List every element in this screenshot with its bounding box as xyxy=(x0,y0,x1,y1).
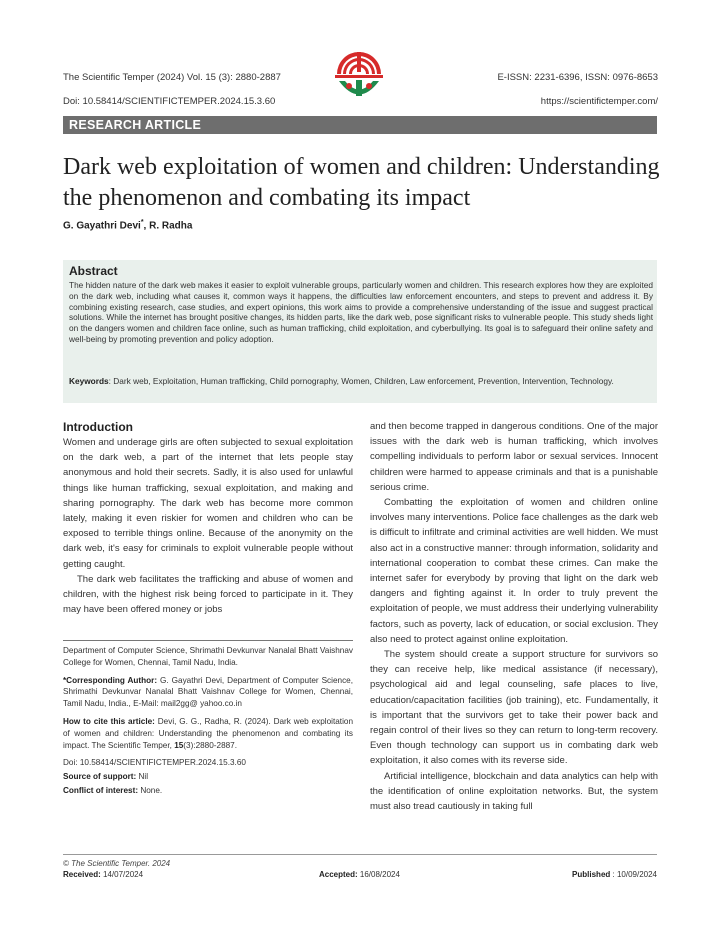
footnote-doi[interactable]: Doi: 10.58414/SCIENTIFICTEMPER.2024.15.3.60 xyxy=(63,758,246,768)
corresponding-mark: * xyxy=(140,219,144,226)
author-separator: , xyxy=(143,220,150,232)
published-value: : 10/09/2024 xyxy=(610,870,657,879)
accepted-label: Accepted: xyxy=(319,870,358,879)
support-label: Source of support: xyxy=(63,772,137,782)
article-title: Dark web exploitation of women and children: Understanding the phenomenon and combating its impact xyxy=(63,154,660,211)
published-label: Published xyxy=(572,870,611,879)
author-2: R. Radha xyxy=(149,220,193,232)
source-of-support xyxy=(63,771,353,783)
corresponding-author-label: *Corresponding Author: xyxy=(63,675,158,685)
keywords xyxy=(69,376,653,387)
corresponding-author-note xyxy=(63,675,353,710)
affiliation: Department of Computer Science, Shrimathi Devkunvar Nanalal Bhatt Vaishnav College for Women, Chennai, Tamil Nadu, India. xyxy=(63,646,353,667)
keywords-list: : Dark web, Exploitation, Human trafficking, Child pornography, Women, Children, Law enforcement, Prevention, Intervention, Technology. xyxy=(108,376,614,386)
article-type-banner xyxy=(63,116,657,134)
received-label: Received: xyxy=(63,870,101,879)
published-date xyxy=(572,870,657,879)
intro-paragraph-5: The system should create a support structure for survivors so they can receive help, like medical assistance (if necessary), psychological aid and legal counseling, safe places to live, education/capacitation facilities (job training), etc. Fundamentally, it is important that the survivors get to take their power back and regain control of their lives so they can return to long-term recovery. Even though technology can support us in combating dark web exploitation, it also comes with its reverse side. xyxy=(370,649,658,767)
received-value: 14/07/2024 xyxy=(100,870,144,879)
footer-divider xyxy=(63,854,657,855)
author-list xyxy=(63,219,192,231)
intro-paragraph-6: Artificial intelligence, blockchain and data analytics can help with the identification of online exploitation networks. But, the system must also tread cautiously in taking full xyxy=(370,770,658,813)
support-text: Nil xyxy=(136,772,149,782)
article-type-label: RESEARCH ARTICLE xyxy=(69,118,202,132)
abstract-text: The hidden nature of the dark web makes it easier to exploit vulnerable groups, particularly women and children. This research explores how they are exploited on the dark web, including what causes it, common ways it happens, the difficulties law enforcement encounters, and steps to prevent and address it. By combining existing research, case studies, and expert opinions, this work aims to provide a comprehensive understanding of the issue and suggest practical solutions. While the internet has brought positive changes, its hidden parts, like the dark web, pose significant risks to vulnerable people. This study sheds light on the dangers women and children face online, such as human trafficking, child exploitation, and cyberbullying. Its goal is to safeguard their online safety and well-being by promoting prevention and policy adoption. xyxy=(69,280,653,344)
citation-pages: (3):2880-2887. xyxy=(183,740,238,750)
conflict-label: Conflict of interest: xyxy=(63,785,139,795)
intro-paragraph-2: The dark web facilitates the trafficking and abuse of women and children, with the highest risk being forced to participate in it. They may have been offered money or jobs xyxy=(63,573,353,616)
received-date xyxy=(63,870,143,879)
abstract-box xyxy=(63,260,657,403)
intro-paragraph-4: Combatting the exploitation of women and children online involves many interventions. Police face challenges as the dark web is difficult to infiltrate and criminal activities are well hidden. We must also act in a constructive manner: through information, solidarity and international cooperation to combat these crimes. Can make the internet safer for everybody by proving that light on the dark web dangers and fighting against it. In order to truly prevent the exploitation of people, we must address their underlying vulnerability factors, such as poverty, lack of education, or social exclusion. They also need to protect against online exploitation. xyxy=(370,497,658,645)
abstract-heading: Abstract xyxy=(69,264,118,278)
article-footnotes xyxy=(63,645,353,803)
body-column-left xyxy=(63,435,353,617)
author-1: G. Gayathri Devi xyxy=(63,220,141,232)
accepted-date xyxy=(319,870,400,879)
corresponding-author-text: G. Gayathri Devi, Department of Computer Science, Shrimathi Devkunvar Nanalal Bhatt Vaishnav College for Women, Chennai, Tamil Nadu, India., E-Mail: mail2gg@ yahoo.co.in xyxy=(63,675,353,709)
journal-logo-icon xyxy=(329,50,389,104)
journal-url[interactable]: https://scientifictemper.com/ xyxy=(540,95,658,107)
journal-header-right xyxy=(497,73,658,120)
introduction-heading: Introduction xyxy=(63,420,133,434)
citation-text: Devi, G. G., Radha, R. (2024). Dark web exploitation of women and children: Understanding the phenomenon and combating its impact. The Scientific Temper, xyxy=(63,716,354,750)
citation-volume: 15 xyxy=(174,740,184,750)
body-column-right xyxy=(370,419,658,814)
citation-note xyxy=(63,716,353,751)
issn-line: E-ISSN: 2231-6396, ISSN: 0976-8653 xyxy=(497,72,658,83)
accepted-value: 16/08/2024 xyxy=(357,870,400,879)
doi-line: Doi: 10.58414/SCIENTIFICTEMPER.2024.15.3.60 xyxy=(63,95,276,107)
intro-paragraph-3: and then become trapped in dangerous conditions. One of the major issues with the dark web is human trafficking, which involves compelling individuals to perform labor or sexual services. Innocent children were harmed to appease criminals and that is a punishable serious crime. xyxy=(370,421,658,493)
conflict-of-interest xyxy=(63,785,353,797)
keywords-label: Keywords xyxy=(69,376,109,386)
footnote-divider xyxy=(63,640,353,641)
intro-paragraph-1: Women and underage girls are often subjected to sexual exploitation on the dark web, a part of the internet that lets people stay anonymous and hold their secrets. Sadly, it is also used for unlawful things like human trafficking, sexual exploitation, and making and sharing pornography. The dark web has become more common lately, making it even riskier for women and children who can be exposed to terrible things online. Because of the anonymity on the dark web, it's easy for criminals to exploit vulnerable people without getting caught. xyxy=(63,437,353,570)
journal-citation-line: The Scientific Temper (2024) Vol. 15 (3): 2880-2887 xyxy=(63,72,281,83)
journal-header-left xyxy=(63,73,281,120)
citation-label: How to cite this article: xyxy=(63,716,155,726)
copyright-notice: © The Scientific Temper. 2024 xyxy=(63,859,171,868)
conflict-text: None. xyxy=(138,785,163,795)
